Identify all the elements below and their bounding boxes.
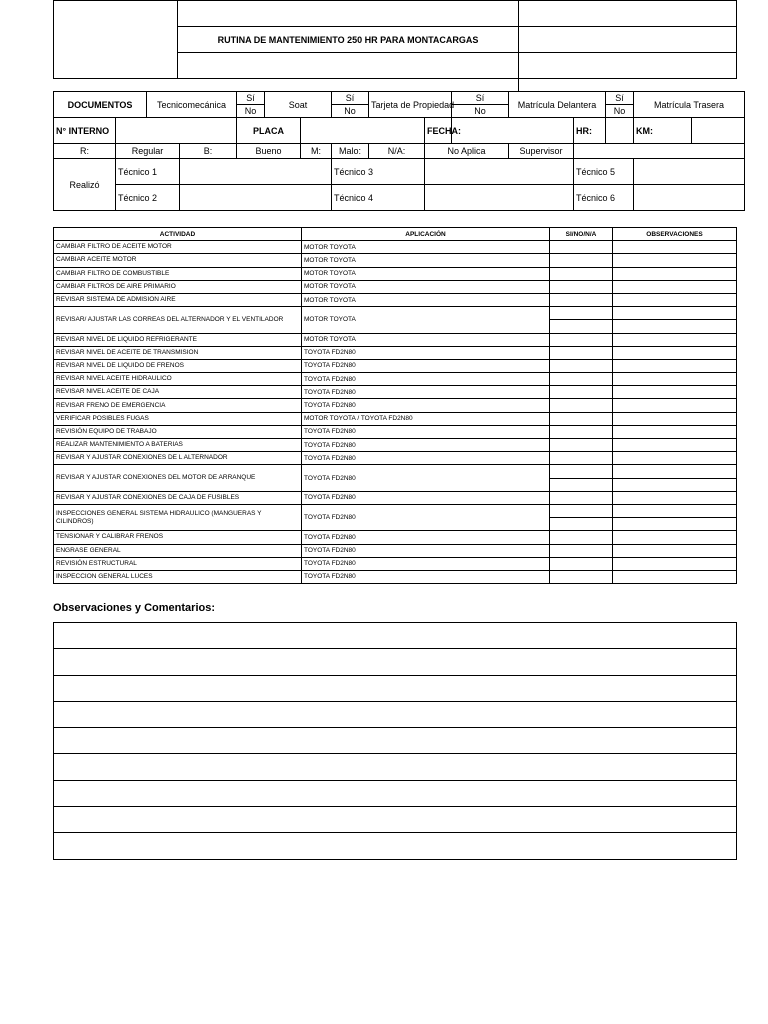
application-cell: TOYOTA FD2N80 xyxy=(302,346,550,359)
status-cell[interactable] xyxy=(550,478,613,491)
activity-cell: REVISAR Y AJUSTAR CONEXIONES DE L ALTERNADOR xyxy=(54,452,302,465)
status-cell[interactable] xyxy=(550,412,613,425)
documents-label: DOCUMENTOS xyxy=(54,92,147,118)
application-cell: MOTOR TOYOTA xyxy=(302,333,550,346)
application-cell: TOYOTA FD2N80 xyxy=(302,399,550,412)
table-row xyxy=(54,412,737,425)
observation-line[interactable] xyxy=(54,780,737,806)
application-cell: TOYOTA FD2N80 xyxy=(302,359,550,372)
no-checkbox[interactable]: No xyxy=(452,105,509,118)
table-row xyxy=(54,452,737,465)
legend-supervisor: Supervisor xyxy=(509,144,574,159)
status-cell[interactable] xyxy=(550,254,613,267)
application-cell: MOTOR TOYOTA xyxy=(302,280,550,293)
tecnico-3-field[interactable] xyxy=(425,159,574,185)
header-cell[interactable] xyxy=(519,27,737,53)
table-row xyxy=(54,267,737,280)
no-checkbox[interactable]: No xyxy=(237,105,265,118)
observation-cell[interactable] xyxy=(613,504,737,517)
placa-field[interactable] xyxy=(301,118,425,144)
application-cell: TOYOTA FD2N80 xyxy=(302,452,550,465)
application-cell: TOYOTA FD2N80 xyxy=(302,386,550,399)
application-cell: MOTOR TOYOTA / TOYOTA FD2N80 xyxy=(302,412,550,425)
application-cell: TOYOTA FD2N80 xyxy=(302,491,550,504)
form-header xyxy=(53,0,737,79)
col-actividad: ACTIVIDAD xyxy=(54,228,302,241)
status-cell[interactable] xyxy=(550,518,613,531)
tecnico-6-field[interactable] xyxy=(634,185,745,211)
observation-cell[interactable] xyxy=(613,241,737,254)
status-cell[interactable] xyxy=(550,373,613,386)
legend-regular: Regular xyxy=(116,144,180,159)
table-row xyxy=(54,307,737,320)
activities-table xyxy=(53,227,737,584)
table-row xyxy=(54,346,737,359)
observation-line[interactable] xyxy=(54,649,737,675)
status-cell[interactable] xyxy=(550,465,613,478)
documents-table xyxy=(53,91,745,211)
legend-m: M: xyxy=(301,144,332,159)
observation-cell[interactable] xyxy=(613,373,737,386)
observation-line[interactable] xyxy=(54,623,737,649)
table-row xyxy=(54,425,737,438)
status-cell[interactable] xyxy=(550,241,613,254)
observation-cell[interactable] xyxy=(613,531,737,544)
observation-cell[interactable] xyxy=(613,557,737,570)
activity-cell: CAMBIAR ACEITE MOTOR xyxy=(54,254,302,267)
table-row xyxy=(54,544,737,557)
divider-line xyxy=(518,78,519,91)
observation-line[interactable] xyxy=(54,728,737,754)
activity-cell: REVISAR/ AJUSTAR LAS CORREAS DEL ALTERNADOR Y EL VENTILADOR xyxy=(54,307,302,333)
status-cell[interactable] xyxy=(550,307,613,320)
activity-cell: INSPECCION GENERAL LUCES xyxy=(54,570,302,583)
status-cell[interactable] xyxy=(550,399,613,412)
si-checkbox[interactable]: Sí xyxy=(332,92,369,105)
fecha-field[interactable] xyxy=(452,118,574,144)
observation-line[interactable] xyxy=(54,701,737,727)
tecnico-2-field[interactable] xyxy=(180,185,332,211)
activity-cell: REVISAR NIVEL ACEITE DE CAJA xyxy=(54,386,302,399)
status-cell[interactable] xyxy=(550,320,613,333)
observation-cell[interactable] xyxy=(613,267,737,280)
tecnico-1-field[interactable] xyxy=(180,159,332,185)
application-cell: TOYOTA FD2N80 xyxy=(302,465,550,491)
tecnico-5-field[interactable] xyxy=(634,159,745,185)
status-cell[interactable] xyxy=(550,425,613,438)
doc-tarjeta-propiedad: Tarjeta de Propiedad xyxy=(369,92,452,118)
col-aplicacion: APLICACIÓN xyxy=(302,228,550,241)
observation-cell[interactable] xyxy=(613,452,737,465)
status-cell[interactable] xyxy=(550,333,613,346)
activity-cell: REVISAR NIVEL DE ACEITE DE TRANSMISION xyxy=(54,346,302,359)
no-checkbox[interactable]: No xyxy=(606,105,634,118)
activity-cell: REVISAR FRENO DE EMERGENCIA xyxy=(54,399,302,412)
observation-cell[interactable] xyxy=(613,386,737,399)
table-row xyxy=(54,254,737,267)
col-sino: SI/NO/N/A xyxy=(550,228,613,241)
observation-cell[interactable] xyxy=(613,359,737,372)
observation-cell[interactable] xyxy=(613,544,737,557)
application-cell: TOYOTA FD2N80 xyxy=(302,373,550,386)
km-label: KM: xyxy=(634,118,692,144)
form-title: RUTINA DE MANTENIMIENTO 250 HR PARA MONTACARGAS xyxy=(178,27,519,53)
application-cell: TOYOTA FD2N80 xyxy=(302,544,550,557)
observation-cell[interactable] xyxy=(613,412,737,425)
header-cell[interactable] xyxy=(178,1,519,27)
status-cell[interactable] xyxy=(550,267,613,280)
table-row xyxy=(54,504,737,517)
observation-cell[interactable] xyxy=(613,399,737,412)
observation-cell[interactable] xyxy=(613,333,737,346)
table-row xyxy=(54,557,737,570)
header-cell[interactable] xyxy=(178,53,519,79)
tecnico-2-label: Técnico 2 xyxy=(116,185,180,211)
legend-b: B: xyxy=(180,144,237,159)
observation-cell[interactable] xyxy=(613,478,737,491)
observation-cell[interactable] xyxy=(613,425,737,438)
application-cell: TOYOTA FD2N80 xyxy=(302,557,550,570)
col-observaciones: OBSERVACIONES xyxy=(613,228,737,241)
tecnico-4-label: Técnico 4 xyxy=(332,185,425,211)
application-cell: MOTOR TOYOTA xyxy=(302,241,550,254)
header-cell[interactable] xyxy=(519,1,737,27)
application-cell: TOYOTA FD2N80 xyxy=(302,439,550,452)
interno-field[interactable] xyxy=(116,118,237,144)
activity-cell: VERIFICAR POSIBLES FUGAS xyxy=(54,412,302,425)
observation-cell[interactable] xyxy=(613,346,737,359)
table-row xyxy=(54,373,737,386)
activity-cell: INSPECCIONES GENERAL SISTEMA HIDRAULICO (MANGUERAS Y CILINDROS) xyxy=(54,504,302,530)
activity-cell: REVISAR NIVEL ACEITE HIDRAULICO xyxy=(54,373,302,386)
application-cell: MOTOR TOYOTA xyxy=(302,254,550,267)
tecnico-6-label: Técnico 6 xyxy=(574,185,634,211)
si-checkbox[interactable]: Sí xyxy=(237,92,265,105)
si-checkbox[interactable]: Sí xyxy=(452,92,509,105)
table-row xyxy=(54,439,737,452)
table-row xyxy=(54,399,737,412)
table-row xyxy=(54,386,737,399)
status-cell[interactable] xyxy=(550,570,613,583)
doc-matricula-delantera: Matrícula Delantera xyxy=(509,92,606,118)
table-row xyxy=(54,359,737,372)
tecnico-5-label: Técnico 5 xyxy=(574,159,634,185)
observation-line[interactable] xyxy=(54,807,737,833)
logo-box xyxy=(54,1,178,79)
activity-cell: REVISIÓN EQUIPO DE TRABAJO xyxy=(54,425,302,438)
table-row xyxy=(54,531,737,544)
table-row xyxy=(54,570,737,583)
observation-cell[interactable] xyxy=(613,570,737,583)
application-cell: MOTOR TOYOTA xyxy=(302,307,550,333)
status-cell[interactable] xyxy=(550,280,613,293)
observation-cell[interactable] xyxy=(613,465,737,478)
observation-cell[interactable] xyxy=(613,518,737,531)
application-cell: TOYOTA FD2N80 xyxy=(302,531,550,544)
status-cell[interactable] xyxy=(550,544,613,557)
si-checkbox[interactable]: Sí xyxy=(606,92,634,105)
legend-no-aplica: No Aplica xyxy=(425,144,509,159)
legend-r: R: xyxy=(54,144,116,159)
activity-cell: ENGRASE GENERAL xyxy=(54,544,302,557)
activity-cell: TENSIONAR Y CALIBRAR FRENOS xyxy=(54,531,302,544)
placa-label: PLACA xyxy=(237,118,301,144)
activity-cell: REVISIÓN ESTRUCTURAL xyxy=(54,557,302,570)
observations-box xyxy=(53,622,737,860)
table-row xyxy=(54,241,737,254)
activity-cell: CAMBIAR FILTRO DE COMBUSTIBLE xyxy=(54,267,302,280)
observations-title: Observaciones y Comentarios: xyxy=(53,602,216,614)
observation-line[interactable] xyxy=(54,754,737,780)
status-cell[interactable] xyxy=(550,293,613,306)
activity-cell: REALIZAR MANTENIMIENTO A BATERIAS xyxy=(54,439,302,452)
status-cell[interactable] xyxy=(550,557,613,570)
observation-cell[interactable] xyxy=(613,491,737,504)
status-cell[interactable] xyxy=(550,452,613,465)
status-cell[interactable] xyxy=(550,359,613,372)
realizo-label: Realizó xyxy=(54,159,116,211)
status-cell[interactable] xyxy=(550,386,613,399)
activity-cell: REVISAR NIVEL DE LIQUIDO REFRIGERANTE xyxy=(54,333,302,346)
status-cell[interactable] xyxy=(550,491,613,504)
table-row xyxy=(54,465,737,478)
supervisor-field[interactable] xyxy=(574,144,745,159)
legend-malo: Malo: xyxy=(332,144,369,159)
legend-bueno: Bueno xyxy=(237,144,301,159)
observation-cell[interactable] xyxy=(613,254,737,267)
doc-tecnicomecanica: Tecnicomecánica xyxy=(147,92,237,118)
status-cell[interactable] xyxy=(550,531,613,544)
status-cell[interactable] xyxy=(550,346,613,359)
tecnico-4-field[interactable] xyxy=(425,185,574,211)
activity-cell: REVISAR Y AJUSTAR CONEXIONES DEL MOTOR DE ARRANQUE xyxy=(54,465,302,491)
interno-label: N° INTERNO xyxy=(54,118,116,144)
application-cell: TOYOTA FD2N80 xyxy=(302,570,550,583)
activity-cell: CAMBIAR FILTRO DE ACEITE MOTOR xyxy=(54,241,302,254)
status-cell[interactable] xyxy=(550,504,613,517)
fecha-label: FECHA: xyxy=(425,118,452,144)
table-row xyxy=(54,293,737,306)
header-cell[interactable] xyxy=(519,53,737,79)
observation-cell[interactable] xyxy=(613,280,737,293)
activity-cell: CAMBIAR FILTROS DE AIRE PRIMARIO xyxy=(54,280,302,293)
no-checkbox[interactable]: No xyxy=(332,105,369,118)
table-row xyxy=(54,491,737,504)
observation-cell[interactable] xyxy=(613,320,737,333)
hr-field[interactable] xyxy=(606,118,634,144)
observation-cell[interactable] xyxy=(613,293,737,306)
observation-line[interactable] xyxy=(54,833,737,859)
observation-cell[interactable] xyxy=(613,439,737,452)
hr-label: HR: xyxy=(574,118,606,144)
observation-cell[interactable] xyxy=(613,307,737,320)
application-cell: TOYOTA FD2N80 xyxy=(302,425,550,438)
observation-line[interactable] xyxy=(54,675,737,701)
table-row xyxy=(54,333,737,346)
tecnico-1-label: Técnico 1 xyxy=(116,159,180,185)
status-cell[interactable] xyxy=(550,439,613,452)
table-row xyxy=(54,280,737,293)
activity-cell: REVISAR SISTEMA DE ADMISION AIRE xyxy=(54,293,302,306)
application-cell: MOTOR TOYOTA xyxy=(302,267,550,280)
activity-cell: REVISAR Y AJUSTAR CONEXIONES DE CAJA DE FUSIBLES xyxy=(54,491,302,504)
doc-soat: Soat xyxy=(265,92,332,118)
km-field[interactable] xyxy=(692,118,745,144)
application-cell: TOYOTA FD2N80 xyxy=(302,504,550,530)
application-cell: MOTOR TOYOTA xyxy=(302,293,550,306)
legend-na: N/A: xyxy=(369,144,425,159)
doc-matricula-trasera: Matrícula Trasera xyxy=(634,92,745,118)
tecnico-3-label: Técnico 3 xyxy=(332,159,425,185)
activity-cell: REVISAR NIVEL DE LIQUIDO DE FRENOS xyxy=(54,359,302,372)
